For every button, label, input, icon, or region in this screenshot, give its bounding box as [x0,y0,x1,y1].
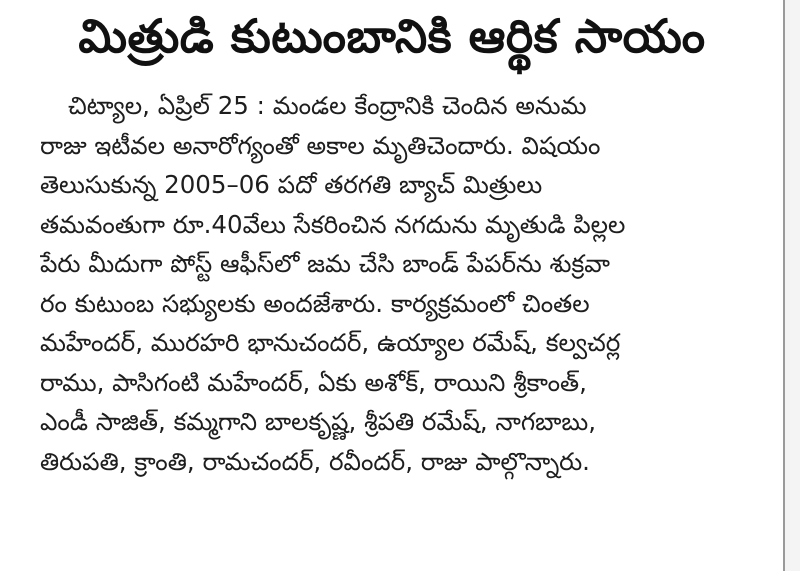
article-line: తెలుసుకున్న 2005–06 పదో తరగతి బ్యాచ్ మిత్రులు [40,170,543,199]
article-line: రాజు ఇటీవల అనారోగ్యంతో అకాల మృతిచెందారు. విషయం [40,130,601,160]
article-line: తమవంతుగా రూ.40వేలు సేకరించిన నగదును మృతుడి పిల్లల [40,209,626,239]
article-body [40,86,775,481]
page-margin [785,0,800,571]
article-line: ఎండీ సాజిత్, కమ్మగాని బాలకృష్ణ, శ్రీపతి రమేష్, నాగబాబు, [40,407,597,436]
article-line: మహేందర్, మురహరి భానుచందర్, ఉయ్యాల రమేష్, కల్వచర్ల [40,328,621,357]
article-line: రాము, పాసిగంటి మహేందర్, ఏకు అశోక్, రాయిని శ్రీకాంత్, [40,367,587,397]
article-line: రం కుటుంబ సభ్యులకు అందజేశారు. కార్యక్రమంలో చింతల [40,288,590,318]
article-headline: మిత్రుడి కుటుంబానికి ఆర్థిక సాయం [78,9,706,63]
article-line: తిరుపతి, క్రాంతి, రామచందర్, రవీందర్, రాజు పాల్గొన్నారు. [40,446,590,476]
article-line: చిట్యాల, ఏప్రిల్ 25 : మండల కేంద్రానికి చెందిన అనుమ [68,91,587,120]
article-line: పేరు మీదుగా పోస్ట్ ఆఫీస్‌లో జమ చేసి బాండ్ పేపర్‌ను శుక్రవా [40,249,610,278]
